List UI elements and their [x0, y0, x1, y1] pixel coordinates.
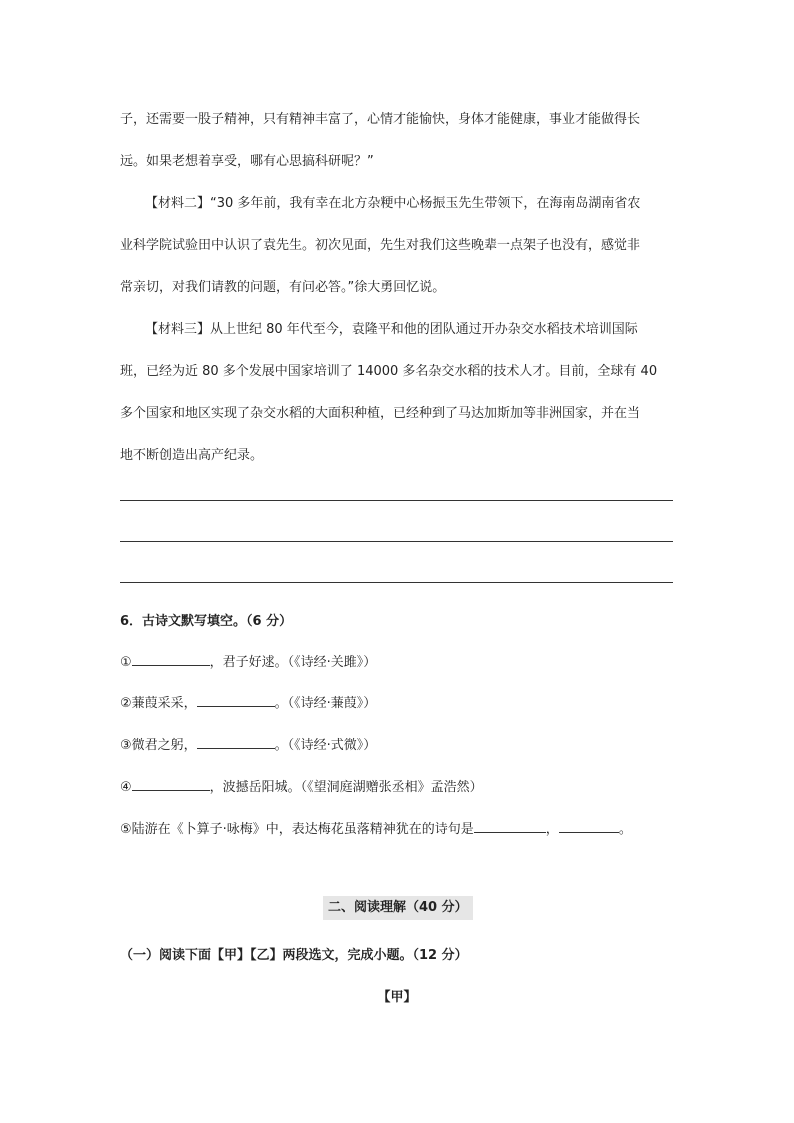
fill-blank-1[interactable] — [474, 818, 546, 833]
fill-blank-2[interactable] — [559, 818, 619, 833]
q6-item-3 — [120, 734, 376, 753]
q6-item-2 — [120, 692, 376, 711]
q6-item-1 — [120, 651, 376, 670]
fill-blank[interactable] — [197, 734, 275, 749]
item-text: ，波撼岳阳城。（《望洞庭湖赠张丞相》孟浩然） — [209, 780, 483, 795]
item-number: ⑤ — [120, 822, 132, 837]
material3-line1: 【材料三】从上世纪 80 年代至今，袁隆平和他的团队通过开办杂交水稻技术培训国际 — [145, 322, 638, 337]
material1-line2: 远。如果老想着享受，哪有心思搞科研呢？” — [120, 154, 374, 169]
q6-item-5 — [120, 818, 632, 837]
material2-line1: 【材料二】“30 多年前，我有幸在北方杂粳中心杨振玉先生带领下，在海南岛湖南省农 — [145, 196, 641, 211]
material2-line3: 常亲切，对我们请教的问题，有问必答。”徐大勇回忆说。 — [120, 280, 446, 295]
item-text-pre: 蒹葭采采， — [131, 696, 197, 711]
fill-blank[interactable] — [132, 651, 210, 666]
q6-item-4 — [120, 776, 483, 795]
material3-line4: 地不断创造出高产纪录。 — [120, 448, 264, 463]
material3-line3: 多个国家和地区实现了杂交水稻的大面积种植，已经种到了马达加斯加等非洲国家，并在当 — [120, 406, 641, 421]
item-text-post: 。（《诗经·式微》） — [274, 738, 377, 753]
reading-subsection-1: （一）阅读下面【甲】【乙】两段选文，完成小题。（12 分） — [120, 948, 468, 963]
answer-line-1[interactable] — [120, 500, 673, 501]
item-number: ① — [120, 655, 132, 670]
item-number: ④ — [120, 780, 132, 795]
item-number: ② — [120, 696, 132, 711]
item-number: ③ — [120, 738, 132, 753]
item-text: ，君子好逑。（《诗经·关雎》） — [209, 655, 377, 670]
section-title: 二、阅读理解（40 分） — [323, 896, 473, 920]
answer-line-2[interactable] — [120, 541, 673, 542]
passage-jia-heading: 【甲】 — [377, 990, 417, 1005]
item-text-mid: ， — [545, 822, 559, 837]
answer-line-3[interactable] — [120, 582, 673, 583]
item-text-post: 。 — [618, 822, 632, 837]
material1-line1: 子，还需要一股子精神，只有精神丰富了，心情才能愉快，身体才能健康，事业才能做得长 — [120, 112, 641, 127]
material2-line2: 业科学院试验田中认识了袁先生。初次见面，先生对我们这些晚辈一点架子也没有，感觉非 — [120, 238, 641, 253]
fill-blank[interactable] — [197, 692, 275, 707]
item-text-post: 。（《诗经·蒹葭》） — [274, 696, 377, 711]
item-text-pre: 陆游在《卜算子·咏梅》中，表达梅花虽落精神犹在的诗句是 — [131, 822, 474, 837]
fill-blank[interactable] — [132, 776, 210, 791]
item-text-pre: 微君之躬， — [131, 738, 197, 753]
material3-line2: 班，已经为近 80 多个发展中国家培训了 14000 多名杂交水稻的技术人才。目前，全球有 40 — [120, 364, 658, 379]
q6-title: 6．古诗文默写填空。（6 分） — [120, 614, 293, 629]
